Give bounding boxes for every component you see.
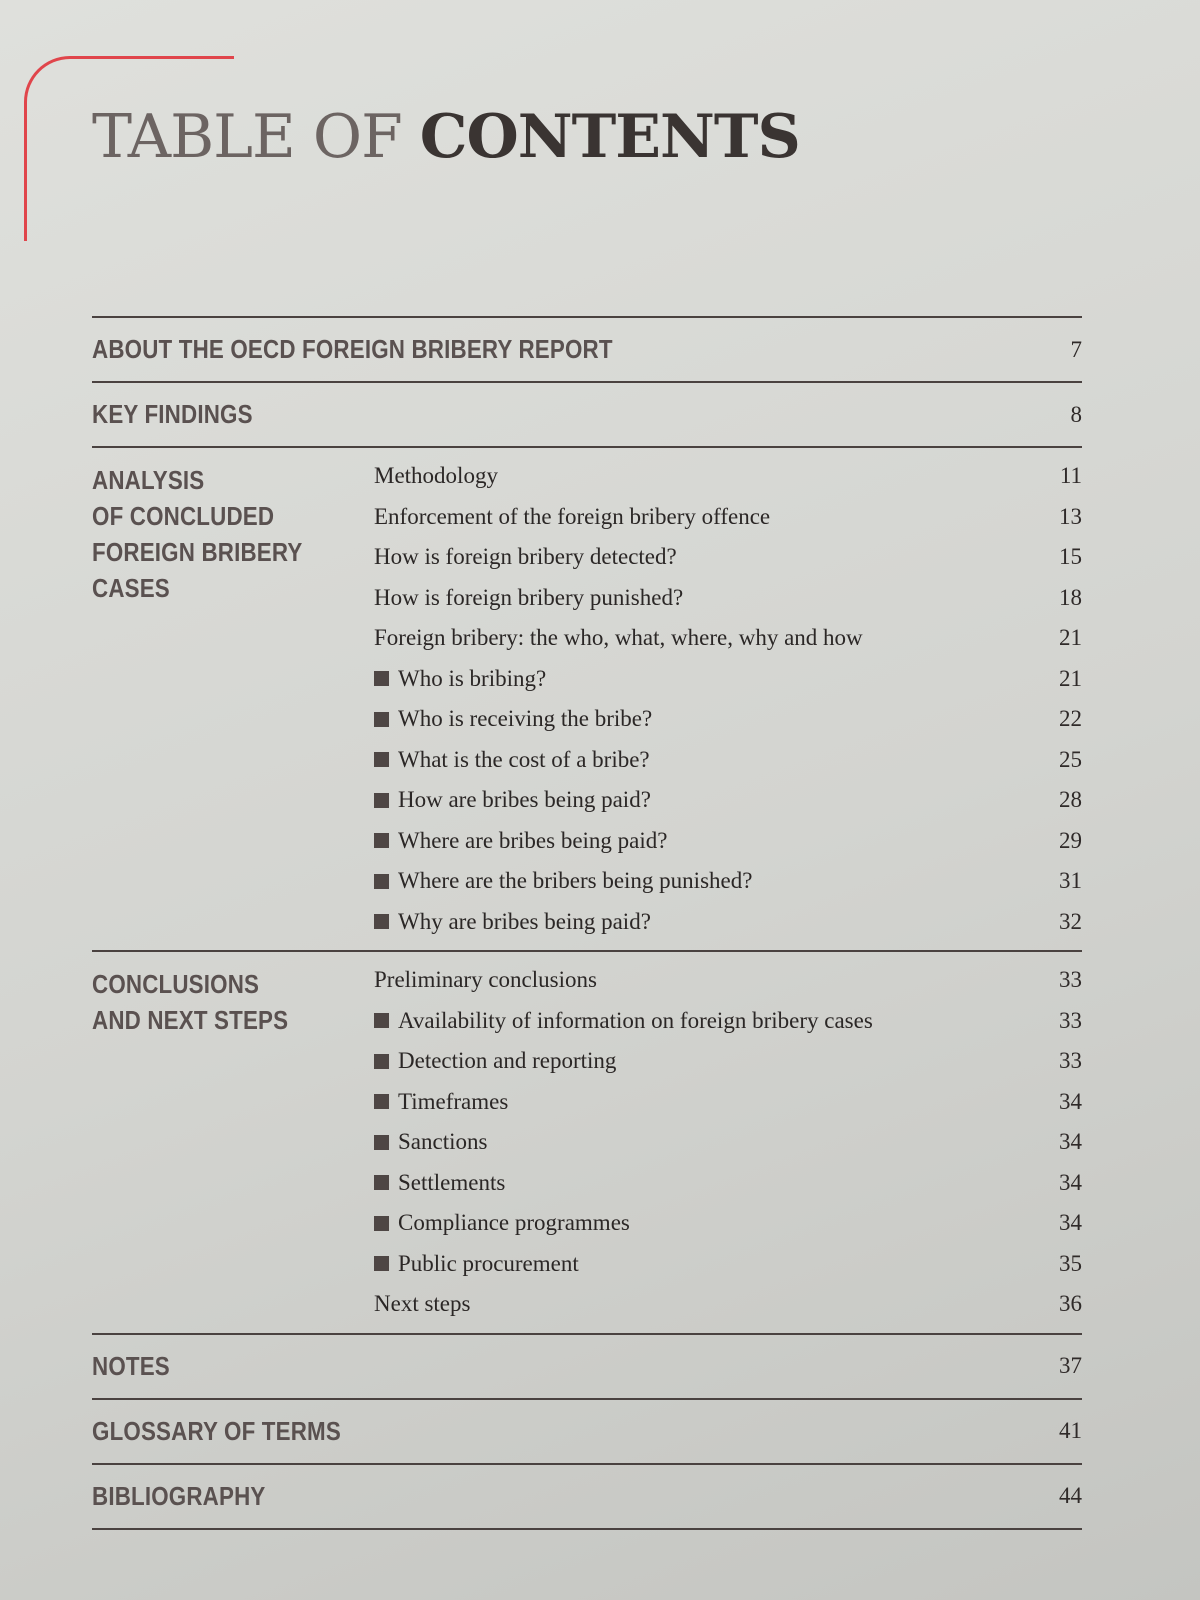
page-number: 22	[1059, 706, 1082, 732]
entry-title-text: Sanctions	[398, 1129, 488, 1155]
square-bullet-icon	[374, 1135, 389, 1150]
entry-title	[374, 463, 498, 489]
toc-row-notes[interactable]	[92, 1335, 1082, 1398]
entry-title-text: Where are bribes being paid?	[398, 827, 668, 853]
toc-entry[interactable]	[374, 1122, 1082, 1163]
square-bullet-icon	[374, 793, 389, 808]
section-heading-line: ANALYSIS	[92, 465, 205, 495]
square-bullet-icon	[374, 1054, 389, 1069]
toc-entry[interactable]	[374, 1041, 1082, 1082]
toc-entry[interactable]	[374, 1001, 1082, 1042]
entry-title	[374, 1291, 470, 1317]
conclusions-entry-list	[374, 960, 1082, 1325]
entry-title-text: How is foreign bribery detected?	[374, 544, 677, 570]
entry-title	[374, 706, 652, 732]
page-number: 32	[1059, 908, 1082, 934]
toc-row-bibliography[interactable]	[92, 1465, 1082, 1528]
page-number: 11	[1059, 463, 1082, 489]
entry-title-text: Next steps	[374, 1291, 471, 1317]
entry-title	[374, 868, 752, 894]
entry-title-text: Compliance programmes	[398, 1210, 630, 1236]
section-heading-line: OF CONCLUDED	[92, 501, 275, 531]
page-number: 34	[1059, 1129, 1082, 1155]
toc-entry[interactable]	[374, 456, 1082, 497]
page-number: 33	[1059, 1048, 1082, 1074]
page-number: 25	[1059, 746, 1082, 772]
page-number: 31	[1059, 868, 1082, 894]
entry-title-text: Foreign bribery: the who, what, where, why and how	[374, 625, 863, 651]
section-heading: ABOUT THE OECD FOREIGN BRIBERY REPORT	[92, 334, 613, 364]
section-heading: BIBLIOGRAPHY	[92, 1480, 266, 1511]
toc-entry[interactable]	[374, 1244, 1082, 1285]
entry-title	[374, 787, 651, 813]
entry-title-text: Availability of information on foreign bribery cases	[398, 1007, 873, 1033]
entry-title	[374, 666, 546, 692]
toc-entry[interactable]	[374, 578, 1082, 619]
page-number: 15	[1059, 544, 1082, 570]
square-bullet-icon	[374, 1094, 389, 1109]
square-bullet-icon	[374, 874, 389, 889]
page-title	[92, 102, 800, 172]
section-heading-analysis	[92, 456, 374, 942]
toc-entry[interactable]	[374, 861, 1082, 902]
page-number: 44	[1059, 1483, 1082, 1508]
toc-entry[interactable]	[374, 618, 1082, 659]
entry-title	[374, 544, 677, 570]
page-number: 7	[1070, 336, 1082, 362]
square-bullet-icon	[374, 833, 389, 848]
page-number: 13	[1059, 503, 1082, 529]
square-bullet-icon	[374, 712, 389, 727]
square-bullet-icon	[374, 1175, 389, 1190]
page-number: 34	[1059, 1169, 1082, 1195]
entry-title	[374, 1048, 616, 1074]
toc-row-key-findings[interactable]	[92, 383, 1082, 446]
section-heading: GLOSSARY OF TERMS	[92, 1415, 341, 1446]
toc-entry[interactable]	[374, 537, 1082, 578]
toc-section-analysis	[92, 448, 1082, 950]
section-heading-conclusions	[92, 960, 374, 1325]
entry-title-text: How is foreign bribery punished?	[374, 584, 684, 610]
toc-entry[interactable]	[374, 1082, 1082, 1123]
page-number: 28	[1059, 787, 1082, 813]
page-number: 18	[1059, 584, 1082, 610]
entry-title	[374, 585, 683, 611]
section-heading: KEY FINDINGS	[92, 399, 253, 429]
toc-entry[interactable]	[374, 1284, 1082, 1325]
square-bullet-icon	[374, 1013, 389, 1028]
entry-title-text: Enforcement of the foreign bribery offence	[374, 503, 771, 529]
page-number: 36	[1059, 1291, 1082, 1317]
toc-row-glossary[interactable]	[92, 1400, 1082, 1463]
page-number: 34	[1059, 1088, 1082, 1114]
toc-entry[interactable]	[374, 821, 1082, 862]
page-number: 8	[1070, 401, 1082, 427]
page-number: 29	[1059, 827, 1082, 853]
analysis-entry-list	[374, 456, 1082, 942]
toc-row-about[interactable]	[92, 318, 1082, 381]
page-number: 21	[1059, 625, 1082, 651]
entry-title	[374, 1210, 630, 1236]
toc-entry[interactable]	[374, 699, 1082, 740]
square-bullet-icon	[374, 914, 389, 929]
entry-title	[374, 1170, 505, 1196]
entry-title-text: What is the cost of a bribe?	[398, 746, 650, 772]
page-number: 33	[1059, 967, 1082, 993]
page-number: 37	[1059, 1353, 1082, 1378]
page-number: 35	[1059, 1250, 1082, 1276]
title-bold: CONTENTS	[419, 102, 800, 172]
square-bullet-icon	[374, 752, 389, 767]
toc-entry[interactable]	[374, 902, 1082, 943]
toc-entry[interactable]	[374, 497, 1082, 538]
title-light: TABLE OF	[92, 102, 420, 172]
toc-section-conclusions	[92, 952, 1082, 1333]
entry-title	[374, 828, 667, 854]
square-bullet-icon	[374, 671, 389, 686]
entry-title	[374, 909, 651, 935]
entry-title	[374, 967, 597, 993]
entry-title	[374, 1251, 579, 1277]
toc-entry[interactable]	[374, 1203, 1082, 1244]
entry-title	[374, 504, 770, 530]
section-heading-line: CONCLUSIONS	[92, 969, 260, 999]
entry-title	[374, 1089, 508, 1115]
square-bullet-icon	[374, 1256, 389, 1271]
page-number: 21	[1059, 665, 1082, 691]
entry-title-text: Detection and reporting	[398, 1048, 617, 1074]
toc-entry[interactable]	[374, 780, 1082, 821]
entry-title	[374, 747, 650, 773]
toc-entry[interactable]	[374, 659, 1082, 700]
section-heading: NOTES	[92, 1350, 170, 1381]
square-bullet-icon	[374, 1216, 389, 1231]
toc-entry[interactable]	[374, 1163, 1082, 1204]
section-heading-line: FOREIGN BRIBERY	[92, 537, 303, 567]
entry-title-text: How are bribes being paid?	[398, 787, 651, 813]
table-of-contents	[92, 316, 1082, 1530]
entry-title-text: Public procurement	[398, 1250, 579, 1276]
toc-entry[interactable]	[374, 960, 1082, 1001]
entry-title-text: Settlements	[398, 1169, 506, 1195]
entry-title-text: Preliminary conclusions	[374, 967, 597, 993]
section-heading-line: CASES	[92, 573, 170, 603]
page-number: 34	[1059, 1210, 1082, 1236]
entry-title-text: Methodology	[374, 463, 498, 489]
entry-title-text: Why are bribes being paid?	[398, 908, 651, 934]
entry-title-text: Who is bribing?	[398, 665, 547, 691]
section-heading-line: AND NEXT STEPS	[92, 1005, 289, 1035]
entry-title-text: Timeframes	[398, 1088, 509, 1114]
entry-title-text: Who is receiving the bribe?	[398, 706, 653, 732]
toc-entry[interactable]	[374, 740, 1082, 781]
entry-title	[374, 1008, 873, 1034]
page-number: 33	[1059, 1007, 1082, 1033]
entry-title	[374, 1129, 487, 1155]
entry-title	[374, 625, 863, 651]
divider	[92, 1528, 1082, 1530]
entry-title-text: Where are the bribers being punished?	[398, 868, 753, 894]
page-number: 41	[1059, 1418, 1082, 1443]
